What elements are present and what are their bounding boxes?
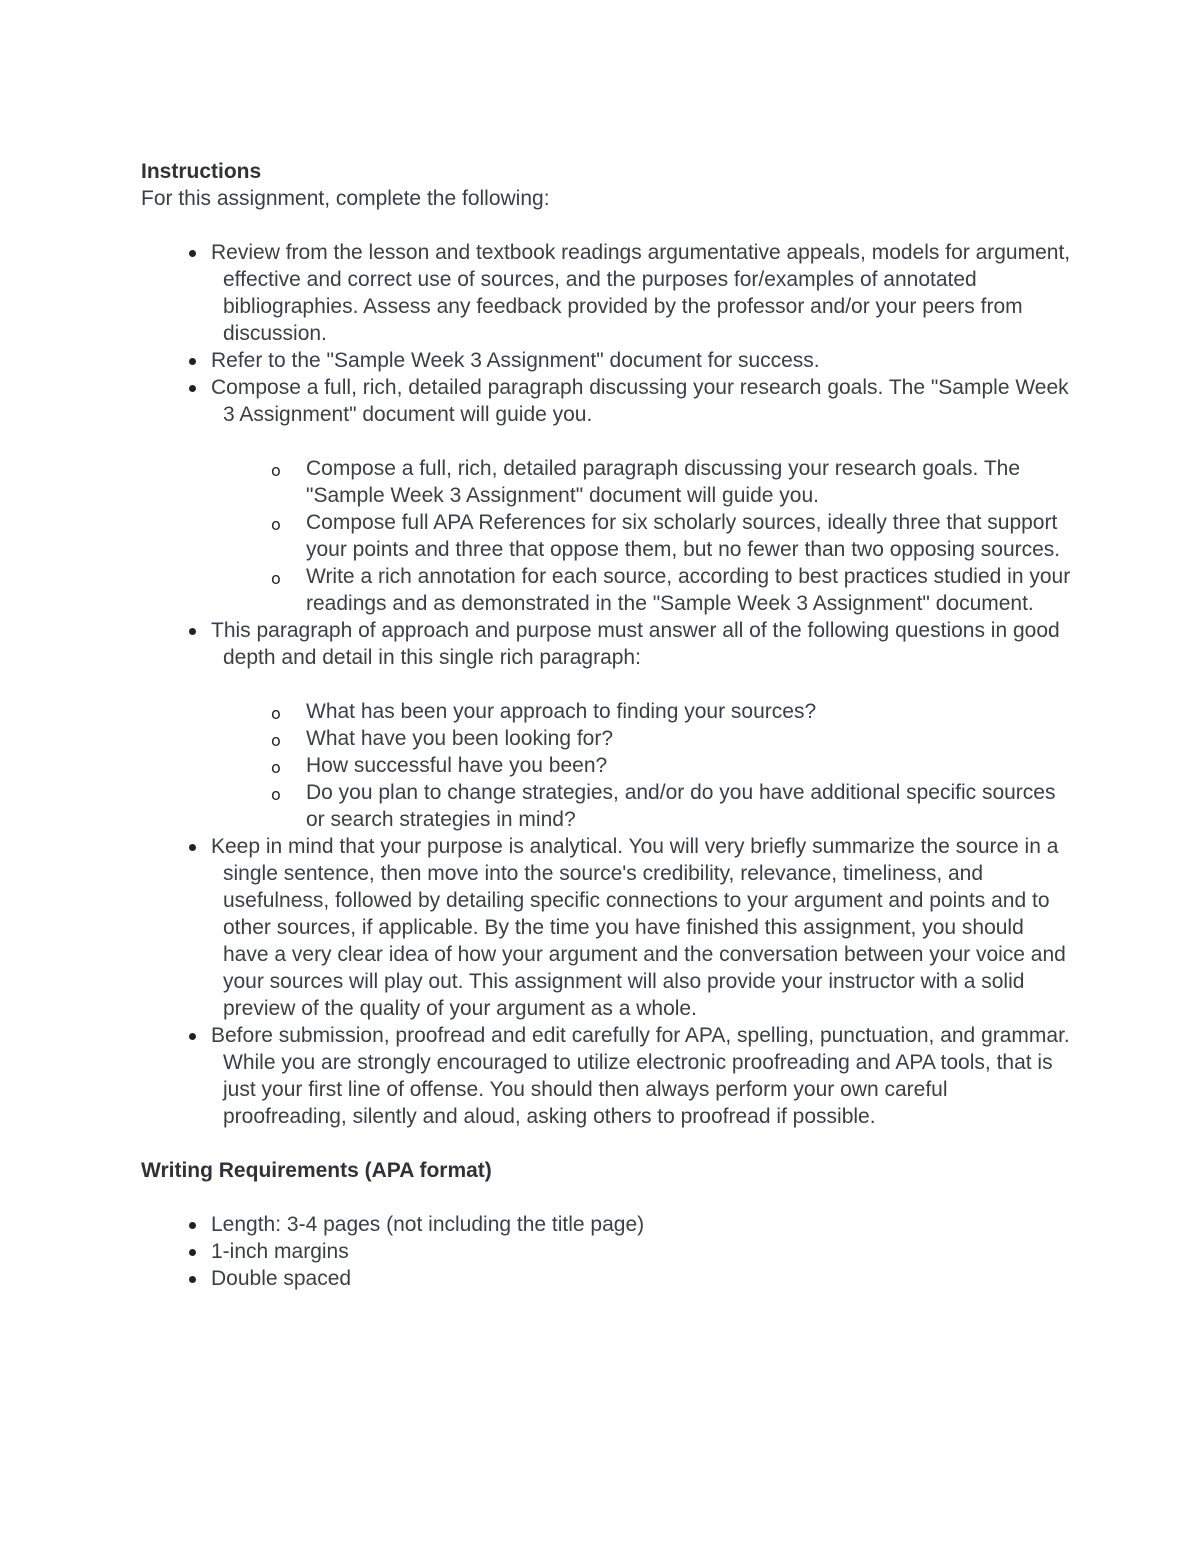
document-page xyxy=(141,158,1071,1292)
bullet-text: Keep in mind that your purpose is analytical. You will very briefly summarize the source in a single sentence, then move into the source's credibility, relevance, timeliness, and usefulness, followed by detailing specific connections to your argument and points and to other sources, if applicable. By the time you have finished this assignment, you should have a very clear idea of how your argument and the conversation between your voice and your sources will play out. This assignment will also provide your instructor with a solid preview of the quality of your argument as a whole. xyxy=(211,833,1071,1022)
sublist-item: o Compose a full, rich, detailed paragraph discussing your research goals. The "Sample Week 3 Assignment" document will guide you. xyxy=(306,455,1071,509)
list-item xyxy=(211,347,1071,374)
list-item xyxy=(211,374,1071,617)
bullet-text: Refer to the "Sample Week 3 Assignment" document for success. xyxy=(211,347,1071,374)
requirements-heading: Writing Requirements (APA format) xyxy=(141,1159,492,1182)
requirements-section xyxy=(141,1157,1071,1292)
instructions-heading: Instructions xyxy=(141,160,262,183)
requirements-list xyxy=(141,1211,1071,1292)
list-item xyxy=(211,239,1071,347)
sublist-item: o Do you plan to change strategies, and/or do you have additional specific sources or search strategies in mind? xyxy=(306,779,1071,833)
list-item xyxy=(211,1022,1071,1130)
instructions-list xyxy=(141,239,1071,1130)
bullet-text: Length: 3-4 pages (not including the title page) xyxy=(211,1211,1071,1238)
sublist-item: o What has been your approach to finding your sources? xyxy=(306,698,1071,725)
list-item xyxy=(211,833,1071,1022)
instructions-intro: For this assignment, complete the following: xyxy=(141,187,550,210)
sublist-item: o Write a rich annotation for each source, according to best practices studied in your readings and as demonstrated in the "Sample Week 3 Assignment" document. xyxy=(306,563,1071,617)
list-item xyxy=(211,1265,1071,1292)
sublist-item: o Compose full APA References for six scholarly sources, ideally three that support your points and three that oppose them, but no fewer than two opposing sources. xyxy=(306,509,1071,563)
sublist-item: o What have you been looking for? xyxy=(306,725,1071,752)
bullet-text: Review from the lesson and textbook readings argumentative appeals, models for argument, effective and correct use of sources, and the purposes for/examples of annotated bibliographies. Assess any feedback provided by the professor and/or your peers from discussion. xyxy=(211,241,1071,345)
bullet-text: Before submission, proofread and edit carefully for APA, spelling, punctuation, and grammar. While you are strongly encouraged to utilize electronic proofreading and APA tools, that is just your first line of offense. You should then always perform your own careful proofreading, silently and aloud, asking others to proofread if possible. xyxy=(211,1024,1070,1128)
list-item xyxy=(211,1211,1071,1238)
bullet-text: Double spaced xyxy=(211,1265,1071,1292)
sublist-item: o How successful have you been? xyxy=(306,752,1071,779)
questions-sublist xyxy=(211,698,1071,833)
bullet-text: 1-inch margins xyxy=(211,1238,1071,1265)
list-item xyxy=(211,617,1071,833)
bullet-text: Compose a full, rich, detailed paragraph discussing your research goals. The "Sample Week 3 Assignment" document will guide you. xyxy=(211,374,1071,428)
goals-sublist xyxy=(211,455,1071,617)
list-item xyxy=(211,1238,1071,1265)
bullet-text: This paragraph of approach and purpose must answer all of the following questions in good depth and detail in this single rich paragraph: xyxy=(211,617,1071,671)
